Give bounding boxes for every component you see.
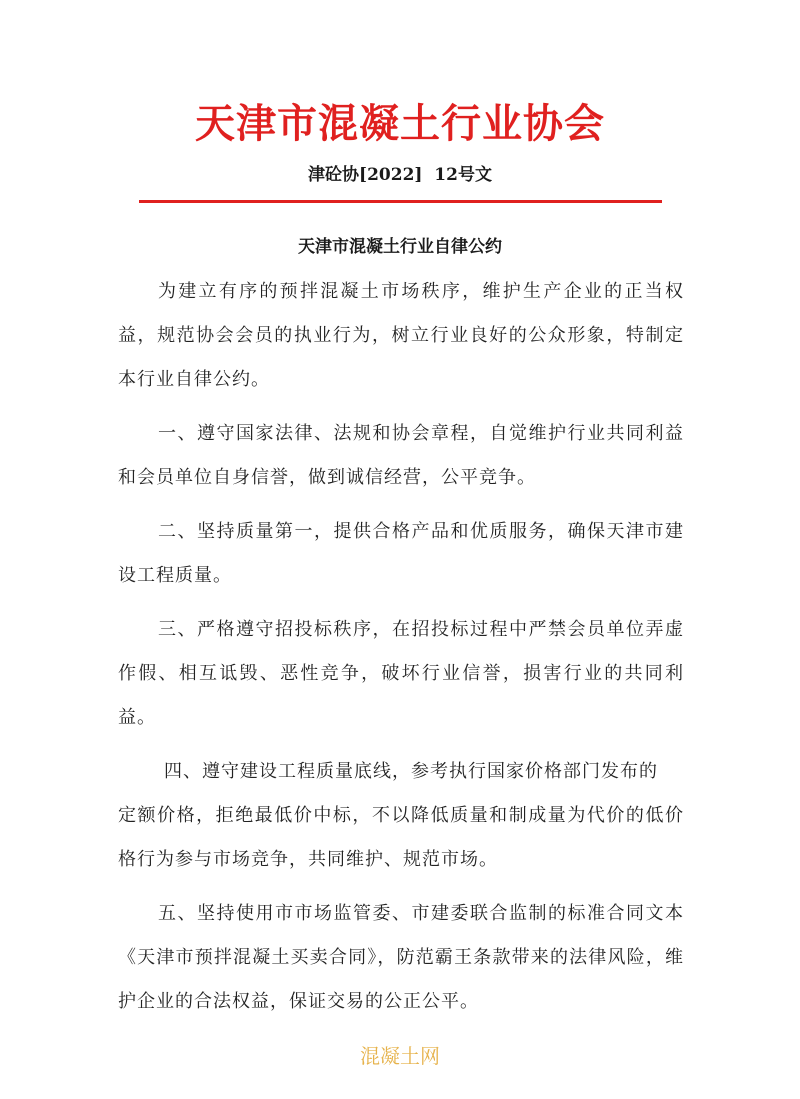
- paragraph-article-4-line-1: 四、遵守建设工程质量底线，参考执行国家价格部门发布的: [164, 761, 658, 782]
- paragraph-article-5: 五、坚持使用市市场监管委、市建委联合监制的标准合同文本《天津市预拌混凝土买卖合同》，防范霸王条款带来的法律风险，维护企业的合法权益，保证交易的公正公平。: [118, 903, 684, 1012]
- paragraph-article-1: 一、遵守国家法律、法规和协会章程，自觉维护行业共同利益和会员单位自身信誉，做到诚信经营，公平竞争。: [118, 423, 684, 488]
- paragraph-article-3: 三、严格遵守招投标秩序，在招投标过程中严禁会员单位弄虚作假、相互诋毁、恶性竞争，破坏行业信誉，损害行业的共同利益。: [118, 619, 684, 728]
- paragraph-article-2: 二、坚持质量第一，提供合格产品和优质服务，确保天津市建设工程质量。: [118, 521, 684, 586]
- organization-title: 天津市混凝土行业协会: [195, 100, 605, 147]
- red-header-rule: [139, 200, 662, 203]
- document-number: 津砼协[2022] 12号文: [308, 165, 492, 185]
- document-body: [118, 270, 684, 1034]
- paragraph-intro: 为建立有序的预拌混凝土市场秩序，维护生产企业的正当权益，规范协会会员的执业行为，树立行业良好的公众形象，特制定本行业自律公约。: [118, 281, 684, 390]
- site-watermark: 混凝土网: [360, 1044, 440, 1068]
- document-subject: 天津市混凝土行业自律公约: [298, 237, 502, 257]
- paragraph-article-4-continued: 定额价格，拒绝最低价中标，不以降低质量和制成量为代价的低价格行为参与市场竞争，共同维护、规范市场。: [118, 805, 684, 870]
